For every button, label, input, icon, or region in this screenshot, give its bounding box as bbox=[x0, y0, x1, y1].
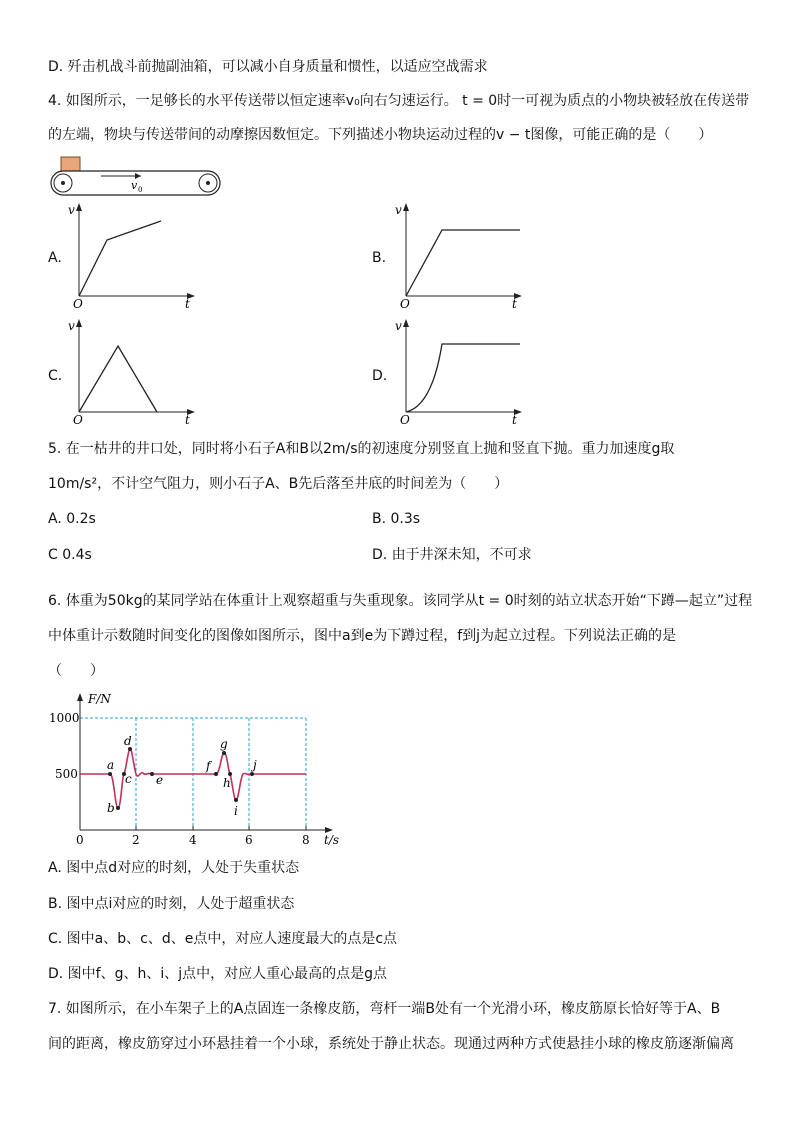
svg-text:t: t bbox=[512, 297, 517, 310]
point-a: a bbox=[107, 758, 115, 772]
svg-text:v: v bbox=[395, 203, 402, 217]
point-e: e bbox=[156, 773, 164, 787]
belt-speed-label: v bbox=[131, 179, 138, 192]
point-d: d bbox=[124, 734, 132, 748]
force-time-chart bbox=[40, 688, 360, 848]
x-tick-4: 4 bbox=[189, 833, 197, 847]
y-axis-label: F/N bbox=[88, 692, 111, 706]
graph-d-curve bbox=[406, 344, 520, 412]
q6-option-a: A. 图中点d对应的时刻，人处于失重状态 bbox=[48, 860, 300, 876]
conveyor-belt-diagram bbox=[46, 155, 226, 200]
question-4-line-1: 4. 如图所示，一足够长的水平传送带以恒定速率v₀向右匀速运行。 t = 0时一可视为质点的小物块被轻放在传送带 bbox=[48, 93, 750, 109]
q5-option-d: D. 由于井深未知，不可求 bbox=[372, 547, 532, 563]
q5-option-a: A. 0.2s bbox=[48, 511, 96, 527]
option-c-label: C. bbox=[48, 368, 63, 384]
point-c: c bbox=[125, 772, 132, 786]
option-d-label: D. bbox=[372, 368, 388, 384]
question-6-line-3: （ ） bbox=[48, 663, 104, 679]
x-axis-label: t/s bbox=[324, 833, 340, 847]
block bbox=[61, 157, 80, 171]
question-4-line-2: 的左端，物块与传送带间的动摩擦因数恒定。下列描述小物块运动过程的v − t图像，可能正确的是（ ） bbox=[48, 127, 713, 143]
graph-c bbox=[65, 316, 205, 426]
x-tick-6: 6 bbox=[245, 833, 253, 847]
svg-text:0: 0 bbox=[138, 186, 143, 194]
question-5-line-1: 5. 在一枯井的井口处，同时将小石子A和B以2m/s的初速度分别竖直上抛和竖直下抛。重力加速度g取 bbox=[48, 441, 675, 457]
question-7-line-2: 间的距离，橡皮筋穿过小环悬挂着一个小球，系统处于静止状态。现通过两种方式使悬挂小球的橡皮筋逐渐偏离 bbox=[48, 1036, 734, 1052]
point-j: j bbox=[253, 758, 257, 772]
graph-a bbox=[65, 200, 205, 310]
graph-b bbox=[392, 200, 532, 310]
question-6-line-2: 中体重计示数随时间变化的图像如图所示，图中a到e为下蹲过程，f到j为起立过程。下列说法正确的是 bbox=[48, 628, 677, 644]
question-5-line-2: 10m/s²，不计空气阻力，则小石子A、B先后落至井底的时间差为（ ） bbox=[48, 476, 509, 492]
svg-text:v: v bbox=[68, 203, 75, 217]
point-b: b bbox=[107, 801, 115, 815]
q6-option-b: B. 图中点i对应的时刻，人处于超重状态 bbox=[48, 896, 295, 912]
x-origin: 0 bbox=[76, 833, 84, 847]
x-tick-8: 8 bbox=[302, 833, 310, 847]
graph-a-curve bbox=[79, 221, 161, 296]
svg-text:t: t bbox=[512, 413, 517, 426]
q5-option-c: C 0.4s bbox=[48, 547, 92, 563]
svg-text:O: O bbox=[73, 413, 83, 426]
graph-c-curve bbox=[79, 346, 157, 412]
y-tick-1000: 1000 bbox=[49, 711, 80, 725]
x-tick-2: 2 bbox=[132, 833, 140, 847]
svg-text:v: v bbox=[68, 319, 75, 333]
svg-text:t: t bbox=[185, 297, 190, 310]
option-d-q3: D. 歼击机战斗前抛副油箱，可以减小自身质量和惯性，以适应空战需求 bbox=[48, 59, 488, 75]
point-h: h bbox=[223, 776, 231, 790]
svg-text:O: O bbox=[73, 297, 83, 310]
point-i: i bbox=[234, 804, 238, 818]
graph-b-curve bbox=[406, 230, 520, 296]
svg-text:O: O bbox=[400, 413, 410, 426]
option-a-label: A. bbox=[48, 250, 62, 266]
svg-text:t: t bbox=[185, 413, 190, 426]
point-g: g bbox=[220, 737, 228, 751]
option-b-label: B. bbox=[372, 250, 387, 266]
q6-option-d: D. 图中f、g、h、i、j点中，对应人重心最高的点是g点 bbox=[48, 966, 388, 982]
svg-text:O: O bbox=[400, 297, 410, 310]
point-f: f bbox=[206, 759, 211, 773]
graph-d bbox=[392, 316, 532, 426]
q5-option-b: B. 0.3s bbox=[372, 511, 421, 527]
question-7-line-1: 7. 如图所示，在小车架子上的A点固连一条橡皮筋，弯杆一端B处有一个光滑小环，橡皮筋原长恰好等于A、B bbox=[48, 1001, 721, 1017]
svg-text:v: v bbox=[395, 319, 402, 333]
q6-option-c: C. 图中a、b、c、d、e点中，对应人速度最大的点是c点 bbox=[48, 931, 398, 947]
y-tick-500: 500 bbox=[55, 767, 78, 781]
question-6-line-1: 6. 体重为50kg的某同学站在体重计上观察超重与失重现象。该同学从t = 0时刻的站立状态开始“下蹲—起立”过程 bbox=[48, 593, 753, 609]
